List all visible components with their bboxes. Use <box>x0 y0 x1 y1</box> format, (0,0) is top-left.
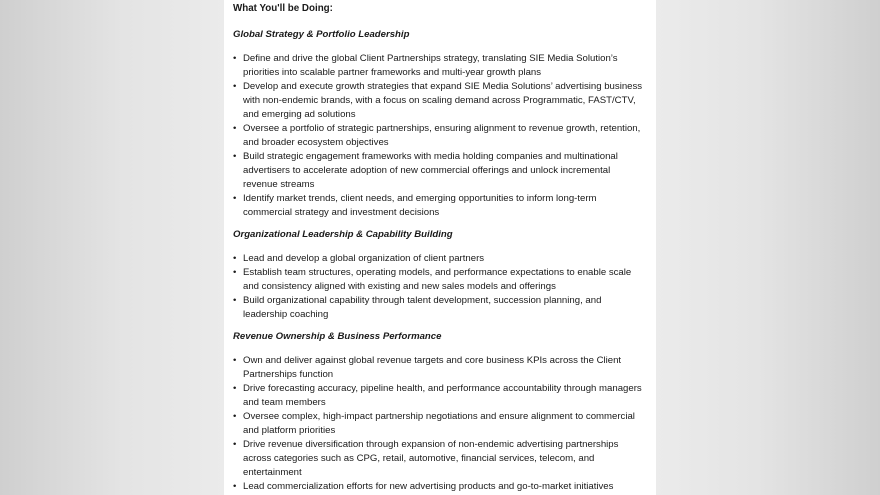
bullet-line: and broader ecosystem objectives <box>243 137 389 148</box>
bullet-line: Build organizational capability through talent development, succession planning, and <box>243 295 602 306</box>
bullet-dot-icon: • <box>233 193 237 204</box>
bullet-item <box>233 150 651 192</box>
bullet-dot-icon: • <box>233 411 237 422</box>
bullet-line: Define and drive the global Client Partnerships strategy, translating SIE Media Solution’s <box>243 53 618 64</box>
bullet-line: across categories such as CPG, retail, automotive, financial services, telecom, and <box>243 453 595 464</box>
bullet-item <box>233 192 651 220</box>
bullet-item <box>233 382 651 410</box>
document-page <box>224 0 656 495</box>
bullet-list <box>233 52 651 220</box>
bullet-list <box>233 252 651 322</box>
bullet-dot-icon: • <box>233 151 237 162</box>
bullet-line: and platform priorities <box>243 425 336 436</box>
bullet-line: priorities into scalable partner frameworks and multi-year growth plans <box>243 67 542 78</box>
bullet-line: Own and deliver against global revenue targets and core business KPIs across the Client <box>243 355 622 366</box>
bullet-item <box>233 354 651 382</box>
bullet-dot-icon: • <box>233 295 237 306</box>
section-title: Organizational Leadership & Capability Building <box>233 229 453 240</box>
bullet-line: Drive revenue diversification through expansion of non-endemic advertising partnerships <box>243 439 619 450</box>
bullet-dot-icon: • <box>233 383 237 394</box>
bullet-item <box>233 266 651 294</box>
bullet-line: Establish team structures, operating models, and performance expectations to enable scale <box>243 267 632 278</box>
bullet-line: Develop and execute growth strategies that expand SIE Media Solutions’ advertising business <box>243 81 643 92</box>
document-content <box>233 2 651 495</box>
bullet-line: Partnerships function <box>243 369 334 380</box>
bullet-line: and consistency aligned with existing and new sales models and offerings <box>243 281 556 292</box>
bullet-line: Identify market trends, client needs, and emerging opportunities to inform long-term <box>243 193 597 204</box>
bullet-item <box>233 480 651 494</box>
bullet-item <box>233 438 651 480</box>
bullet-line: and emerging ad solutions <box>243 109 356 120</box>
bullet-line: Oversee complex, high-impact partnership negotiations and ensure alignment to commercial <box>243 411 635 422</box>
bullet-dot-icon: • <box>233 253 237 264</box>
bullet-list <box>233 354 651 494</box>
bullet-line: and team members <box>243 397 326 408</box>
bullet-dot-icon: • <box>233 439 237 450</box>
page-heading: What You'll be Doing: <box>233 3 333 14</box>
bullet-item <box>233 410 651 438</box>
background-right <box>656 0 880 495</box>
bullet-line: advertisers to accelerate adoption of new commercial offerings and unlock incremental <box>243 165 611 176</box>
bullet-item <box>233 252 651 266</box>
bullet-dot-icon: • <box>233 355 237 366</box>
bullet-dot-icon: • <box>233 267 237 278</box>
bullet-line: Oversee a portfolio of strategic partnerships, ensuring alignment to revenue growth, retention, <box>243 123 641 134</box>
sections-container <box>233 28 651 494</box>
section-title: Revenue Ownership & Business Performance <box>233 331 442 342</box>
bullet-line: entertainment <box>243 467 302 478</box>
bullet-dot-icon: • <box>233 481 237 492</box>
bullet-line: commercial strategy and investment decisions <box>243 207 440 218</box>
bullet-line: leadership coaching <box>243 309 329 320</box>
bullet-line: with non-endemic brands, with a focus on scaling demand across Programmatic, FAST/CTV, <box>243 95 636 106</box>
bullet-dot-icon: • <box>233 53 237 64</box>
bullet-item <box>233 122 651 150</box>
bullet-line: Build strategic engagement frameworks with media holding companies and multinational <box>243 151 618 162</box>
bullet-line: Drive forecasting accuracy, pipeline health, and performance accountability through managers <box>243 383 642 394</box>
bullet-line: revenue streams <box>243 179 315 190</box>
bullet-dot-icon: • <box>233 81 237 92</box>
background-left <box>0 0 224 495</box>
bullet-line: Lead and develop a global organization of client partners <box>243 253 485 264</box>
bullet-item <box>233 80 651 122</box>
section-title: Global Strategy & Portfolio Leadership <box>233 29 410 40</box>
bullet-item <box>233 52 651 80</box>
bullet-dot-icon: • <box>233 123 237 134</box>
bullet-line: Lead commercialization efforts for new advertising products and go-to-market initiatives <box>243 481 614 492</box>
bullet-item <box>233 294 651 322</box>
